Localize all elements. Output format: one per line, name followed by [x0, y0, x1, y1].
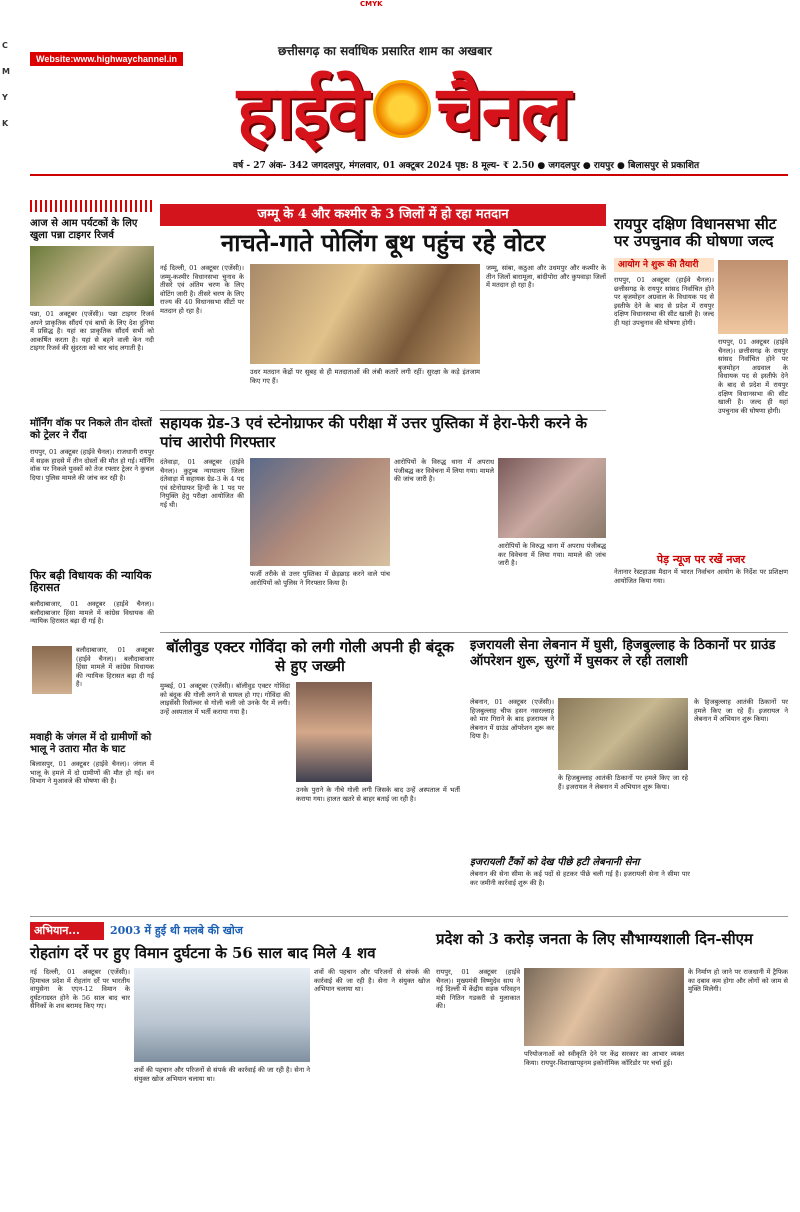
left-rule-pattern [30, 200, 154, 212]
exam-headline: सहायक ग्रेड-3 एवं स्टेनोग्राफर की परीक्षा में उत्तर पुस्तिका में हेरा-फेरी करने के पांच आरोपी गिरफ्तार [160, 414, 588, 451]
cmyk-k: K [2, 119, 9, 128]
left-headline-2: मॉर्निंग वॉक पर निकले तीन दोस्तों को ट्रेलर ने रौंदा [30, 418, 152, 441]
left-text-3b: बलौदाबाजार, 01 अक्टूबर (हाईवे चैनल)। बलौदाबाजार हिंसा मामले में कांग्रेस विधायक की न्यायिक हिरासत बढ़ा दी गई है। [76, 646, 154, 689]
jk-text-a: नई दिल्ली, 01 अक्टूबर (एजेंसी)। जम्मू-कश्मीर विधानसभा चुनाव के तीसरे एवं अंतिम चरण के लिए वोटिंग जारी है। तीसरे चरण के लिए राज्य की 40 विधानसभा सीटों पर मतदान हो रहा है। [160, 264, 244, 315]
jk-kicker: जम्मू के 4 और कश्मीर के 3 जिलों में हो रहा मतदान [160, 204, 606, 226]
israel-headline: इजरायली सेना लेबनान में घुसी, हिजबुल्लाह के ठिकानों पर ग्राउंड ऑपरेशन शुरू, सुरंगों में घुसकर ले रही तलाशी [470, 638, 776, 669]
jk-text-c: जम्मू, सांबा, कठुआ और उधमपुर और कश्मीर के तीन जिलों बारामूला, बांदीपोरा और कुपवाड़ा जिलों में मतदान हो रहा है। [486, 264, 606, 290]
sun-logo-icon [373, 80, 431, 138]
divider-2 [160, 632, 788, 633]
masthead-right: चैनल [436, 69, 570, 156]
exam-accused-photo-2 [498, 458, 606, 538]
sauer-headline: प्रदेश को 3 करोड़ जनता के लिए सौभाग्यशाली दिन-सीएम [436, 930, 753, 948]
cmyk-top: CMYK [360, 0, 383, 8]
cmyk-m: M [2, 67, 10, 76]
cm-meeting-photo [524, 968, 684, 1046]
plane-snow-photo [134, 968, 310, 1062]
left-text-2: रायपुर, 01 अक्टूबर (हाईवे चैनल)। राजधानी रायपुर में सड़क हादसे में तीन दोस्तों की मौत हो गई। मॉर्निंग वॉक पर निकले युवकों को तेज रफ्तार ट्रेलर ने कुचल दिया। पुलिस मामले की जांच कर रही है। [30, 448, 154, 482]
newspaper-page [18, 8, 788, 1206]
plane-kicker-2: 2003 में हुई थी मलबे की खोज [110, 924, 243, 937]
mla-photo [32, 646, 72, 694]
top-rule [30, 174, 788, 176]
divider-3 [30, 916, 788, 917]
jk-voters-photo [250, 264, 480, 364]
raipur-sub-text: नेतानार रेस्टहाउस मैदान में भारत निर्वाचन आयोग के निर्देश पर प्रशिक्षण आयोजित किया गया। [614, 568, 788, 585]
plane-text: नई दिल्ली, 01 अक्टूबर (एजेंसी)। हिमाचल प्रदेश में रोहतांग दर्रे पर भारतीय वायुसेना के एएन-12 विमान के दुर्घटनाग्रस्त होने के 56 साल बाद चार सैनिकों के शव बरामद किए गए। [30, 968, 130, 1011]
israel-text-b: के हिजबुल्लाह आतंकी ठिकानों पर हमले किए जा रहे हैं। इजरायल ने लेबनान में अभियान शुरू किया। [558, 774, 688, 791]
cmyk-marks [2, 40, 12, 130]
sauer-text: रायपुर, 01 अक्टूबर (हाईवे चैनल)। मुख्यमंत्री विष्णुदेव साय ने नई दिल्ली में केंद्रीय सड़क परिवहन मंत्री नितिन गडकरी से मुलाकात की। [436, 968, 520, 1011]
raipur-sub-headline: पेड़ न्यूज पर रखें नजर [656, 553, 746, 566]
raipur-badge: आयोग ने शुरू की तैयारी [614, 258, 714, 272]
exam-text-c: आरोपियों के विरुद्ध थाना में अपराध पंजीबद्ध कर विवेचना में लिया गया। मामले की जांच जारी है। [394, 458, 494, 484]
sauer-text-b: परियोजनाओं को स्वीकृति देने पर केंद्र सरकार का आभार व्यक्त किया। रायपुर-विशाखापट्टनम इकोनॉमिक कॉरिडोर पर चर्चा हुई। [524, 1050, 684, 1067]
left-text-1: पन्ना, 01 अक्टूबर (एजेंसी)। पन्ना टाइगर रिजर्व अपने प्राकृतिक सौंदर्य एवं बाघों के लिए देश दुनिया में प्रसिद्ध है। यहां का प्राकृतिक सौंदर्य सभी को आकर्षित करता है। यहां से बहने वाली केन नदी टाइगर रिजर्व की सुंदरता को चार चांद लगाती है। [30, 310, 154, 353]
plane-text-b: शवों की पहचान और परिजनों से संपर्क की कार्रवाई की जा रही है। सेना ने संयुक्त खोज अभियान चलाया था। [134, 1066, 310, 1083]
govinda-text-b: उनके पुराने के नीचे गोली लगी जिसके बाद उन्हें अस्पताल में भर्ती कराया गया। हालत खतरे से बाहर बताई जा रही है। [296, 786, 460, 803]
israel-text: लेबनान, 01 अक्टूबर (एजेंसी)। हिजबुल्लाह चीफ हसन नसरल्लाह को मार गिराने के बाद इजरायल ने लेबनान में ग्राउंड ऑपरेशन शुरू कर दिया है। [470, 698, 554, 741]
left-text-3: बलौदाबाजार, 01 अक्टूबर (हाईवे चैनल)। बलौदाबाजार हिंसा मामले में कांग्रेस विधायक की न्यायिक हिरासत बढ़ा दी गई है। [30, 600, 154, 626]
left-headline-1: आज से आम पर्यटकों के लिए खुला पन्ना टाइगर रिजर्व [30, 218, 138, 241]
govinda-text: मुम्बई, 01 अक्टूबर (एजेंसी)। बॉलीवुड एक्टर गोविंदा को बंदूक की गोली लगने से घायल हो गए। गोविंदा की लाइसेंसी रिवॉल्वर से गोली चली जो उनके पैर में लगी। उन्हें अस्पताल में भर्ती कराया गया है। [160, 682, 290, 716]
divider-1 [160, 410, 606, 411]
sauer-text-c: के निर्माण हो जाने पर राजधानी में ट्रैफिक का दबाव कम होगा और लोगों को जाम से मुक्ति मिलेगी। [688, 968, 788, 994]
website-link[interactable]: Website:www.highwaychannel.in [30, 52, 183, 66]
plane-kicker: अभियान... [30, 922, 104, 940]
raipur-text-b: रायपुर, 01 अक्टूबर (हाईवे चैनल)। छत्तीसगढ़ के रायपुर सांसद निर्वाचित होने पर बृजमोहन अग्रवाल के विधायक पद से इस्तीफे देने के बाद से प्रदेश में रायपुर दक्षिण विधानसभा की सीट खाली है। जल्द ही यहां उपचुनाव की घोषणा होगी। [718, 338, 788, 415]
israel-tank-photo [558, 698, 688, 770]
israel-text-c: के हिजबुल्लाह आतंकी ठिकानों पर हमले किए जा रहे हैं। इजरायल ने लेबनान में अभियान शुरू किया। [694, 698, 788, 724]
plane-text-c: शवों की पहचान और परिजनों से संपर्क की कार्रवाई की जा रही है। सेना ने संयुक्त खोज अभियान चलाया था। [314, 968, 430, 994]
govinda-photo [296, 682, 372, 782]
cmyk-c: C [2, 41, 8, 50]
israel-caption-text: लेबनान की सेना सीमा के कई पदों से हटकर पीछे चली गई है। इजरायली सेना ने सीमा पार कर जमीनी कार्रवाई शुरू की है। [470, 870, 690, 887]
raipur-text: रायपुर, 01 अक्टूबर (हाईवे चैनल)। छत्तीसगढ़ के रायपुर सांसद निर्वाचित होने पर बृजमोहन अग्रवाल के विधायक पद से इस्तीफे देने के बाद से प्रदेश में रायपुर दक्षिण विधानसभा की सीट खाली है। जल्द ही यहां उपचुनाव की घोषणा होगी। [614, 276, 714, 327]
tagline: छत्तीसगढ़ का सर्वाधिक प्रसारित शाम का अखबार [278, 44, 492, 58]
raipur-headline: रायपुर दक्षिण विधानसभा सीट पर उपचुनाव की घोषणा जल्द [614, 215, 777, 250]
left-text-4: बिलासपुर, 01 अक्टूबर (हाईवे चैनल)। जंगल में भालू के हमले में दो ग्रामीणों की मौत हो गई। वन विभाग ने मुआवजे की घोषणा की है। [30, 760, 154, 786]
israel-caption: इजरायली टैंकों को देख पीछे हटी लेबनानी सेना [470, 857, 640, 868]
tiger-reserve-photo [30, 246, 154, 306]
official-photo [718, 260, 788, 334]
masthead [168, 69, 638, 156]
jk-headline: नाचते-गाते पोलिंग बूथ पहुंच रहे वोटर [220, 228, 546, 257]
cmyk-y: Y [2, 93, 8, 102]
left-headline-3: फिर बढ़ी विधायक की न्यायिक हिरासत [30, 569, 152, 594]
left-headline-4: मवाही के जंगल में दो ग्रामीणों को भालू ने उतारा मौत के घाट [30, 732, 152, 755]
exam-text-d: आरोपियों के विरुद्ध थाना में अपराध पंजीबद्ध कर विवेचना में लिया गया। मामले की जांच जारी है। [498, 542, 606, 568]
exam-text-b: फर्जी तरीके से उत्तर पुस्तिका में छेड़छाड़ करने वाले पांच आरोपियों को पुलिस ने गिरफ्तार किया है। [250, 570, 390, 587]
exam-accused-photo-1 [250, 458, 390, 566]
edition-meta: वर्ष - 27 अंक- 342 जगदलपुर, मंगलवार, 01 अक्टूबर 2024 पृष्ठ: 8 मूल्य- ₹ 2.50 ● जगदलपुर ● रायपुर ● बिलासपुर से प्रकाशित [233, 161, 700, 171]
jk-text-b: उधर मतदान केंद्रों पर सुबह से ही मतदाताओं की लंबी कतारें लगी रहीं। सुरक्षा के कड़े इंतजाम किए गए हैं। [250, 368, 480, 385]
govinda-headline: बॉलीवुड एक्टर गोविंदा को लगी गोली अपनी ही बंदूक से हुए जख्मी [166, 638, 454, 675]
exam-text-a: दंतेवाड़ा, 01 अक्टूबर (हाईवे चैनल)। कुटुम्ब न्यायालय जिला दंतेवाड़ा में सहायक ग्रेड-3 के 4 पद एवं स्टेनोग्राफर हिन्दी के 1 पद पर नियुक्ति हेतु परीक्षा आयोजित की गई थी। [160, 458, 244, 509]
plane-headline: रोहतांग दर्रे पर हुए विमान दुर्घटना के 56 साल बाद मिले 4 शव [30, 944, 376, 962]
masthead-left: हाईवे [236, 69, 367, 156]
